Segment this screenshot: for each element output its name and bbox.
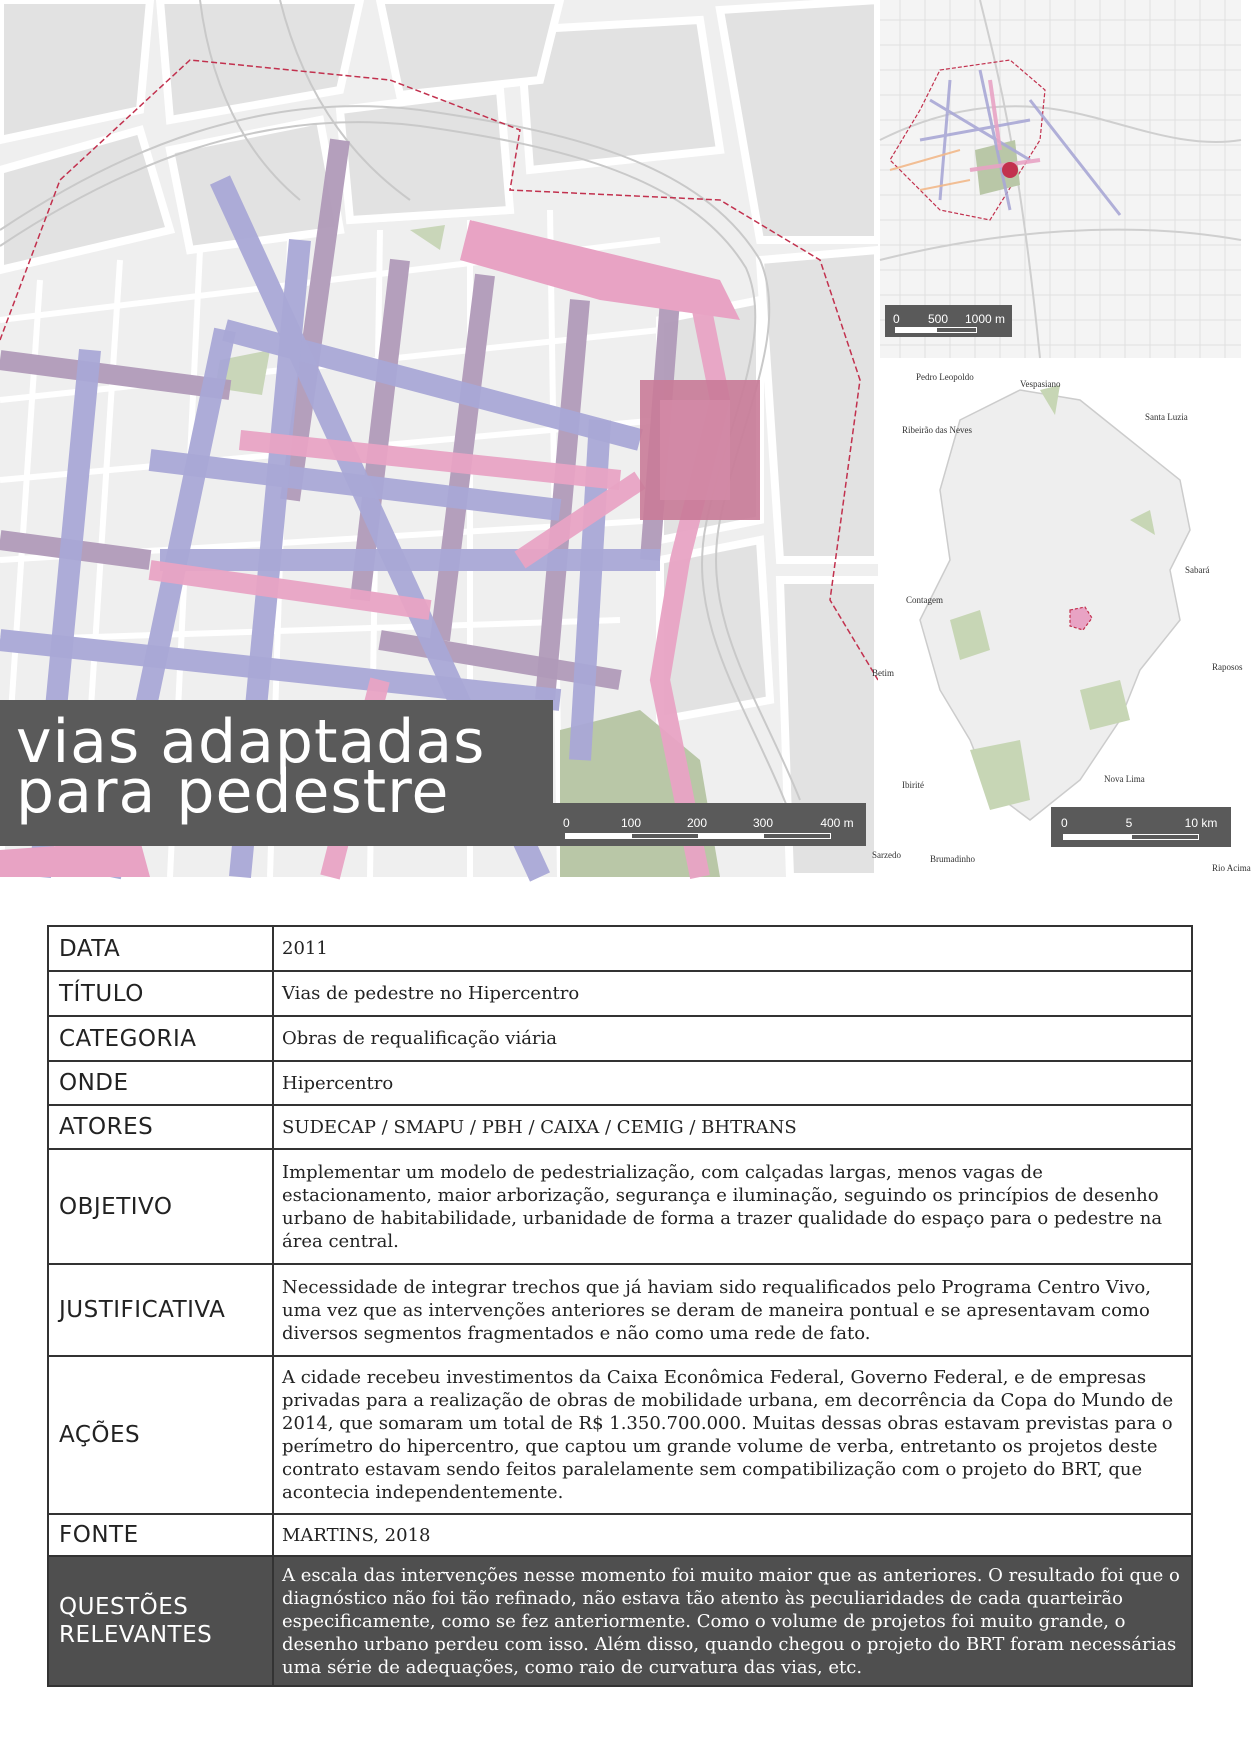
scale-tick: 0 (563, 816, 570, 830)
locator-marker (1002, 162, 1018, 178)
scale-tick: 5 (1125, 816, 1133, 830)
scale-bar-graphic (565, 833, 831, 839)
region-scale-bar (1051, 807, 1231, 847)
table-row (48, 1016, 1192, 1061)
table-row (48, 1556, 1192, 1686)
map-title-line1: vias adaptadas (16, 707, 486, 777)
row-value: Obras de requalificação viária (273, 1016, 1192, 1061)
table-row (48, 1061, 1192, 1105)
scale-tick: 400 m (820, 816, 854, 830)
place-label: Pedro Leopoldo (916, 372, 974, 382)
scale-tick: 0 (893, 312, 900, 326)
map-title-line2: para pedestre (16, 757, 450, 827)
row-key: ONDE (48, 1061, 273, 1105)
place-label: Sabará (1185, 565, 1210, 575)
main-scale-bar (553, 803, 866, 846)
place-label: Betim (872, 668, 894, 678)
row-value: SUDECAP / SMAPU / PBH / CAIXA / CEMIG / BHTRANS (273, 1105, 1192, 1149)
scale-tick: 10 km (1184, 816, 1218, 830)
scale-tick: 500 (927, 312, 949, 326)
station-block-light (660, 400, 730, 500)
table-row (48, 926, 1192, 971)
row-value: A cidade recebeu investimentos da Caixa Econômica Federal, Governo Federal, e de empresas privadas para a realização de obras de mobilidade urbana, em decorrência da Copa do Mundo de 2014, que somaram um total de R$ 1.350.700.000. Muitas dessas obras estavam previstas para o perímetro do hipercentro, que captou um grande volume de verba, entretanto os projetos deste contrato estavam sendo feitos paralelamente sem compatibilização com o projeto do BRT, que acontecia independentemente. (273, 1356, 1192, 1514)
place-label: Rio Acima (1212, 863, 1251, 873)
row-key: FONTE (48, 1514, 273, 1556)
map-title-box (0, 700, 553, 846)
place-label: Vespasiano (1020, 379, 1061, 389)
row-key: JUSTIFICATIVA (48, 1264, 273, 1356)
table-row (48, 1356, 1192, 1514)
info-table (47, 925, 1193, 1687)
row-value: Hipercentro (273, 1061, 1192, 1105)
row-key: DATA (48, 926, 273, 971)
row-key: TÍTULO (48, 971, 273, 1016)
scale-tick: 100 (620, 816, 642, 830)
place-label: Ibirité (902, 780, 924, 790)
scale-tick: 1000 m (964, 312, 1006, 326)
table-row (48, 1105, 1192, 1149)
scale-bar-graphic (1063, 834, 1199, 840)
locator-map (880, 0, 1241, 358)
row-value: MARTINS, 2018 (273, 1514, 1192, 1556)
row-key: OBJETIVO (48, 1149, 273, 1264)
main-map (0, 0, 878, 877)
scale-tick: 300 (752, 816, 774, 830)
table-row (48, 1514, 1192, 1556)
row-key: ATORES (48, 1105, 273, 1149)
scale-tick: 200 (686, 816, 708, 830)
region-map-graphic (880, 360, 1241, 877)
place-label: Contagem (906, 595, 943, 605)
place-label: Raposos (1212, 662, 1243, 672)
table-row (48, 1149, 1192, 1264)
row-key: AÇÕES (48, 1356, 273, 1514)
locator-scale-bar (885, 305, 1012, 337)
scale-tick: 0 (1061, 816, 1068, 830)
row-value: Necessidade de integrar trechos que já haviam sido requalificados pelo Programa Centro Vivo, uma vez que as intervenções anteriores se deram de maneira pontual e se apresentavam como diversos segmentos fragmentados e não como uma rede de fato. (273, 1264, 1192, 1356)
scale-bar-graphic (895, 327, 977, 333)
region-map (872, 360, 1251, 877)
table-row (48, 971, 1192, 1016)
place-label: Santa Luzia (1145, 412, 1188, 422)
place-label: Ribeirão das Neves (902, 425, 972, 435)
row-value: A escala das intervenções nesse momento foi muito maior que as anteriores. O resultado foi que o diagnóstico não foi tão refinado, não estava tão atento às peculiaridades de cada quarteirão especificamente, como se fez anteriormente. Como o volume de projetos foi muito grande, o desenho urbano perdeu com isso. Além disso, quando chegou o projeto do BRT foram necessárias uma série de adequações, como raio de curvatura das vias, etc. (273, 1556, 1192, 1686)
row-key: CATEGORIA (48, 1016, 273, 1061)
place-label: Nova Lima (1104, 774, 1145, 784)
place-label: Sarzedo (872, 850, 901, 860)
table-row (48, 1264, 1192, 1356)
place-label: Brumadinho (930, 854, 975, 864)
row-value: Vias de pedestre no Hipercentro (273, 971, 1192, 1016)
row-value: Implementar um modelo de pedestrialização, com calçadas largas, menos vagas de estacionamento, maior arborização, segurança e iluminação, seguindo os princípios de desenho urbano de habitabilidade, urbanidade de forma a trazer qualidade do espaço para o pedestre na área central. (273, 1149, 1192, 1264)
row-key: QUESTÕES RELEVANTES (48, 1556, 273, 1686)
row-value: 2011 (273, 926, 1192, 971)
